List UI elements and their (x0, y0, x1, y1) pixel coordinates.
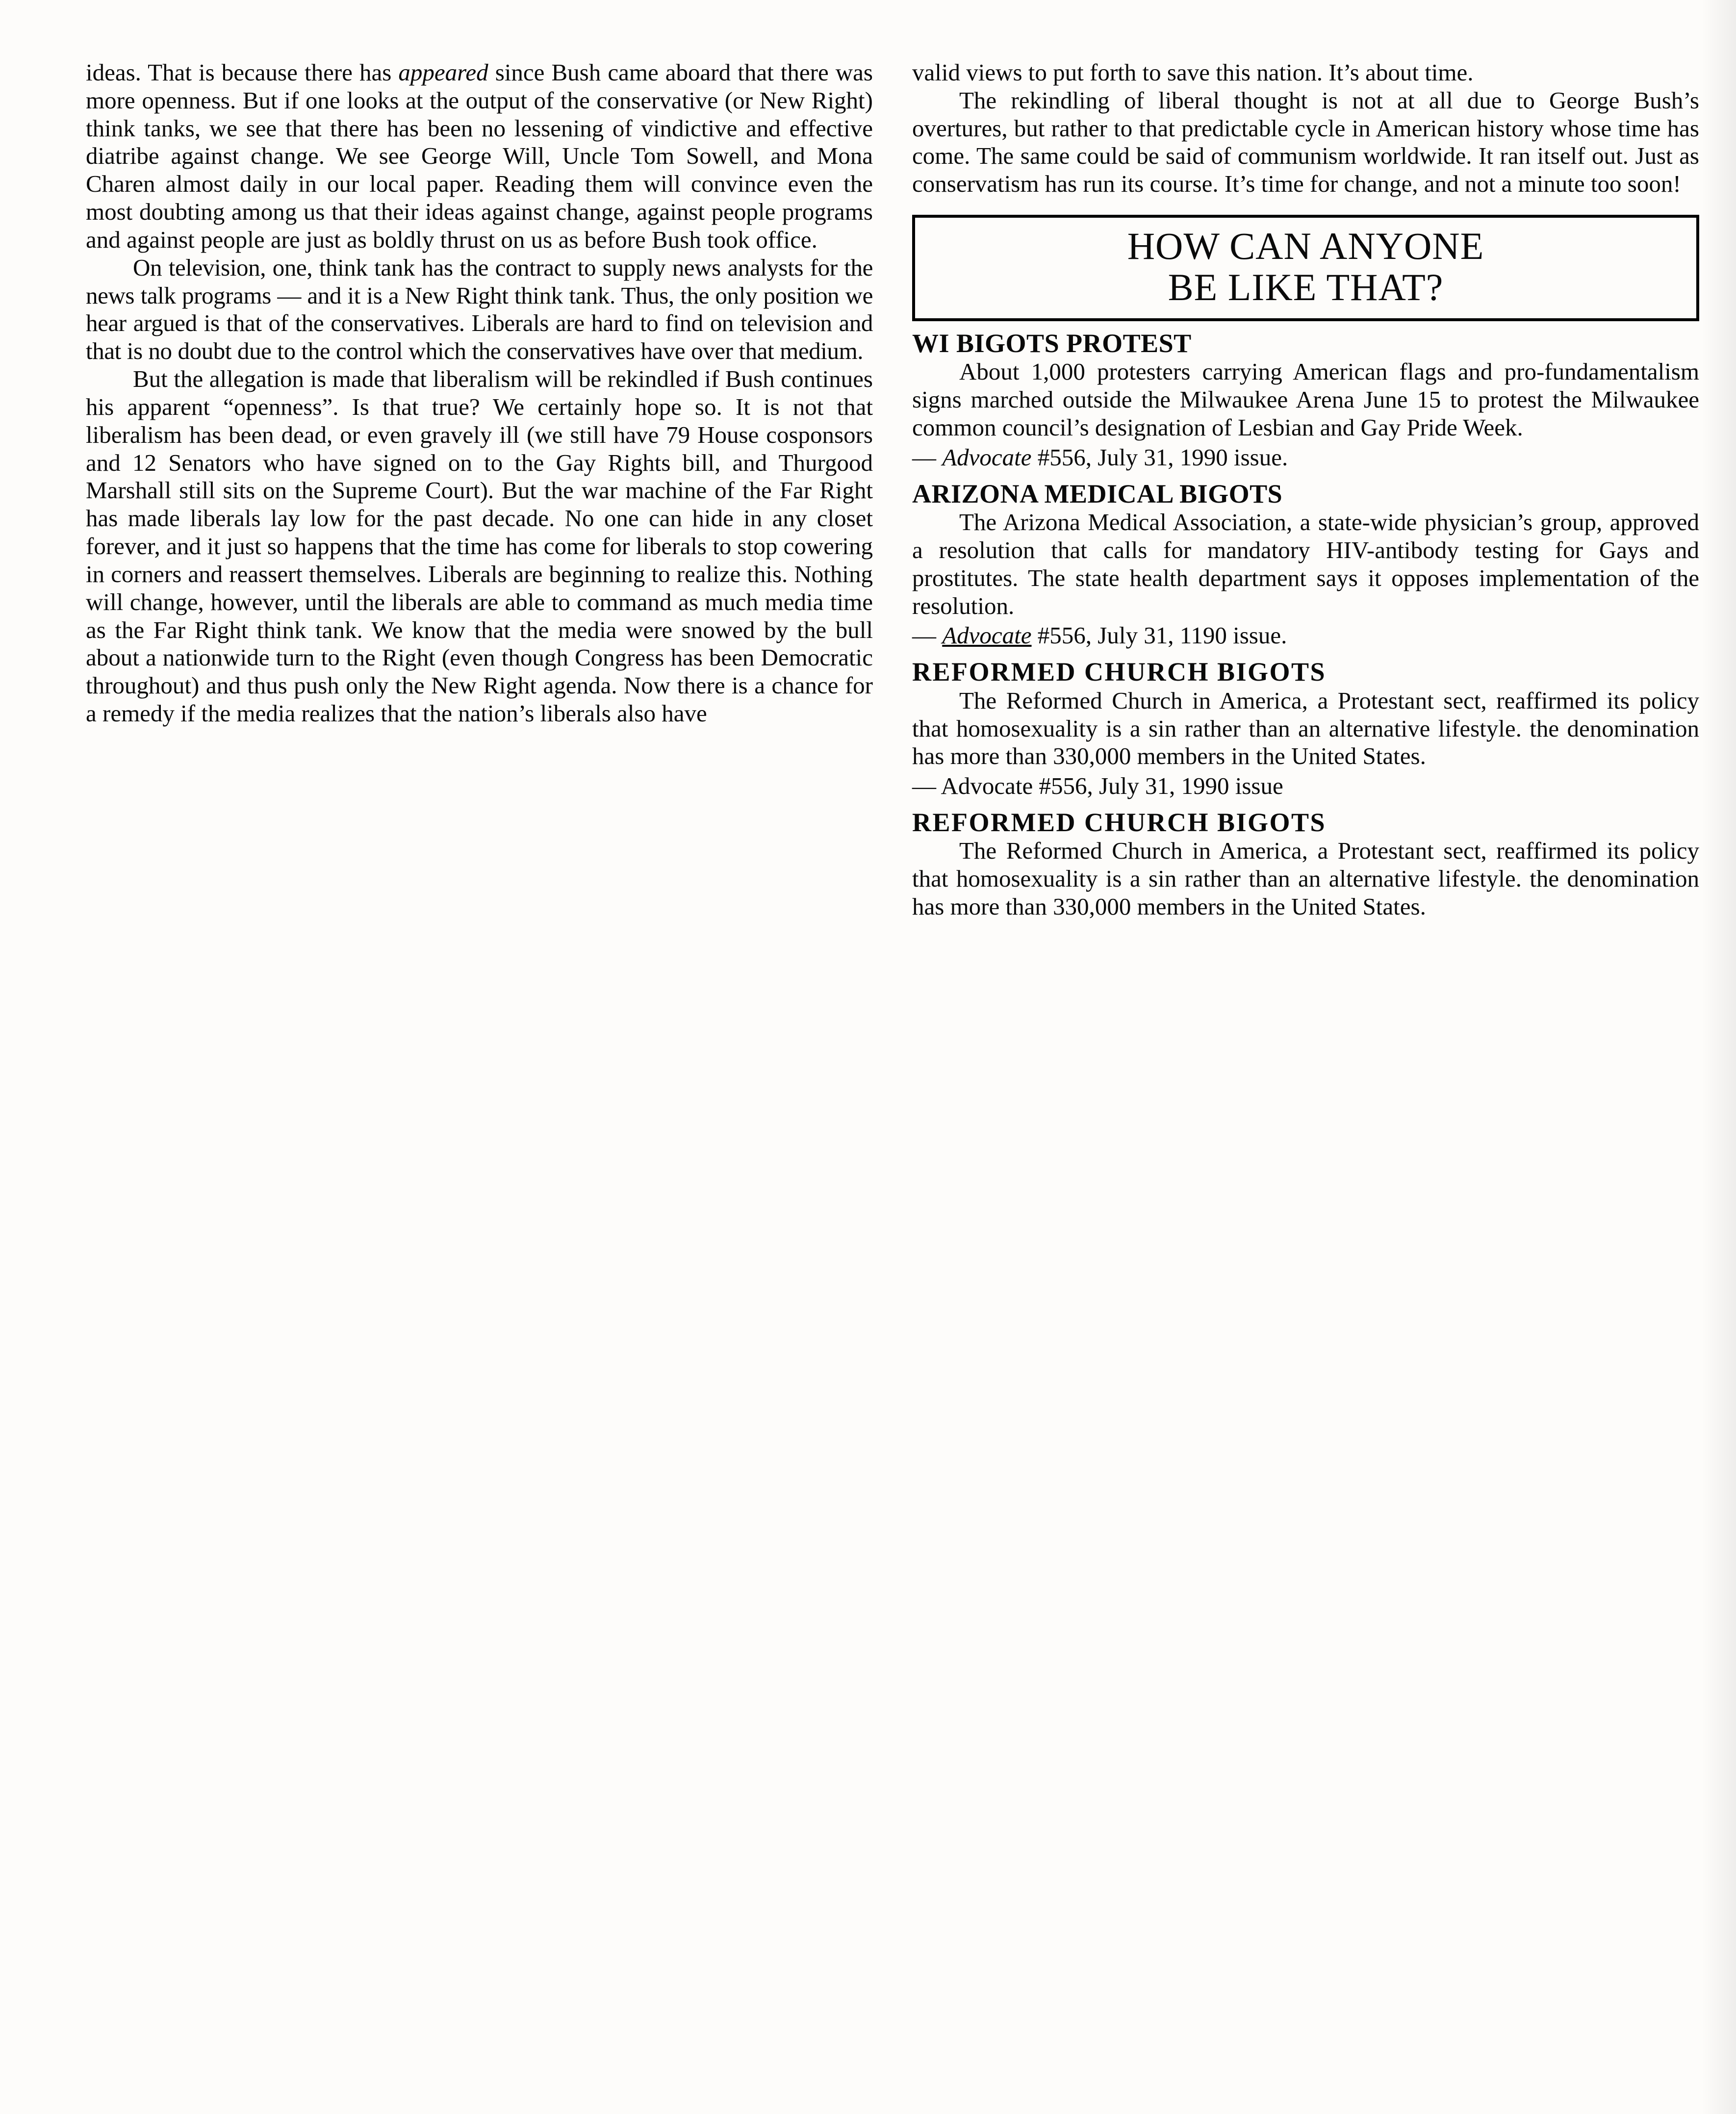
news-item-body: The Reformed Church in America, a Protestant sect, reaffirmed its policy that homosexuality is a sin rather than an alternative lifestyle. the denomination has more than 330,000 members in the United States. (912, 837, 1699, 920)
news-item-source (912, 444, 1699, 472)
source-dash: — (912, 772, 936, 800)
news-item-body: The Arizona Medical Association, a state-wide physician’s group, approved a resolution that calls for mandatory HIV-antibody testing for Gays and prostitutes. The state health department says it opposes implementation of the resolution. (912, 509, 1699, 619)
news-item-body: The Reformed Church in America, a Protestant sect, reaffirmed its policy that homosexuality is a sin rather than an alternative lifestyle. the denomination has more than 330,000 members in the United States. (912, 687, 1699, 770)
news-item-body: About 1,000 protesters carrying American flags and pro-fundamentalism signs marched outside the Milwaukee Arena June 15 to protest the Milwaukee common council’s designation of Lesbian and Gay Pride Week. (912, 358, 1699, 441)
news-item-heading: ARIZONA MEDICAL BIGOTS (912, 479, 1283, 509)
source-publication: Advocate (942, 443, 1032, 471)
source-dash: — (912, 443, 936, 471)
left-column (86, 59, 873, 921)
news-item-heading: REFORMED CHURCH BIGOTS (912, 807, 1327, 837)
source-publication: Advocate (942, 622, 1032, 649)
news-item (912, 808, 1699, 921)
paragraph-continued (86, 59, 873, 254)
banner-line-1: HOW CAN ANYONE (1127, 225, 1484, 268)
news-item-source (912, 622, 1699, 650)
source-dash: — (912, 622, 936, 649)
emphasis-appeared: appeared (398, 59, 488, 86)
source-detail: #556, July 31, 1190 issue. (1031, 622, 1287, 649)
right-column (912, 59, 1699, 921)
section-banner (912, 215, 1699, 321)
news-item-source (912, 772, 1699, 800)
paragraph-rekindling: The rekindling of liberal thought is not at all due to George Bush’s overtures, but rather to that predictable cycle in American history whose time has come. The same could be said of communism worldwide. It ran itself out. Just as conservatism has run its course. It’s time for change, and not a minute too soon! (912, 86, 1699, 198)
text-run: since Bush came aboard that there was more openness. But if one looks at the output of the conservative (or New Right) think tanks, we see that there has been no lessening of vindictive and effective diatribe against change. We see George Will, Uncle Tom Sowell, and Mona Charen almost daily in our local paper. Reading them will convince even the most doubting among us that their ideas against change, against people programs and against people are just as boldly thrust on us as before Bush took office. (86, 59, 873, 253)
two-column-layout (86, 59, 1699, 921)
text-run: ideas. That is because there has (86, 59, 399, 86)
paragraph-valid-views: valid views to put forth to save this nation. It’s about time. (912, 59, 1474, 86)
source-publication: Advocate (941, 772, 1033, 800)
news-item-heading: WI BIGOTS PROTEST (912, 329, 1192, 358)
source-detail: #556, July 31, 1990 issue. (1031, 443, 1288, 471)
news-item-heading: REFORMED CHURCH BIGOTS (912, 657, 1327, 687)
news-item (912, 480, 1699, 650)
source-detail: #556, July 31, 1990 issue (1033, 772, 1283, 800)
paragraph-television: On television, one, think tank has the contract to supply news analysts for the news talk programs — and it is a New Right think tank. Thus, the only position we hear argued is that of the conservatives. Liberals are hard to find on television and that is no doubt due to the control which the conservatives have over that medium. (86, 254, 873, 365)
news-item (912, 329, 1699, 472)
banner-line-2: BE LIKE THAT? (1168, 265, 1444, 308)
paragraph-allegation: But the allegation is made that liberalism will be rekindled if Bush continues his apparent “openness”. Is that true? We certainly hope so. It is not that liberalism has been dead, or even gravely ill (we still have 79 House cosponsors and 12 Senators who have signed on to the Gay Rights bill, and Thurgood Marshall still sits on the Supreme Court). But the war machine of the Far Right has made liberals lay low for the past decade. No one can hide in any closet forever, and it just so happens that the time has come for liberals to stop cowering in corners and reassert themselves. Liberals are beginning to realize this. Nothing will change, however, until the liberals are able to command as much media time as the Far Right think tank. We know that the media were snowed by the bull about a nationwide turn to the Right (even though Congress has been Democratic throughout) and thus push only the New Right agenda. Now there is a chance for a remedy if the media realizes that the nation’s liberals also have (86, 365, 873, 727)
news-item (912, 658, 1699, 800)
